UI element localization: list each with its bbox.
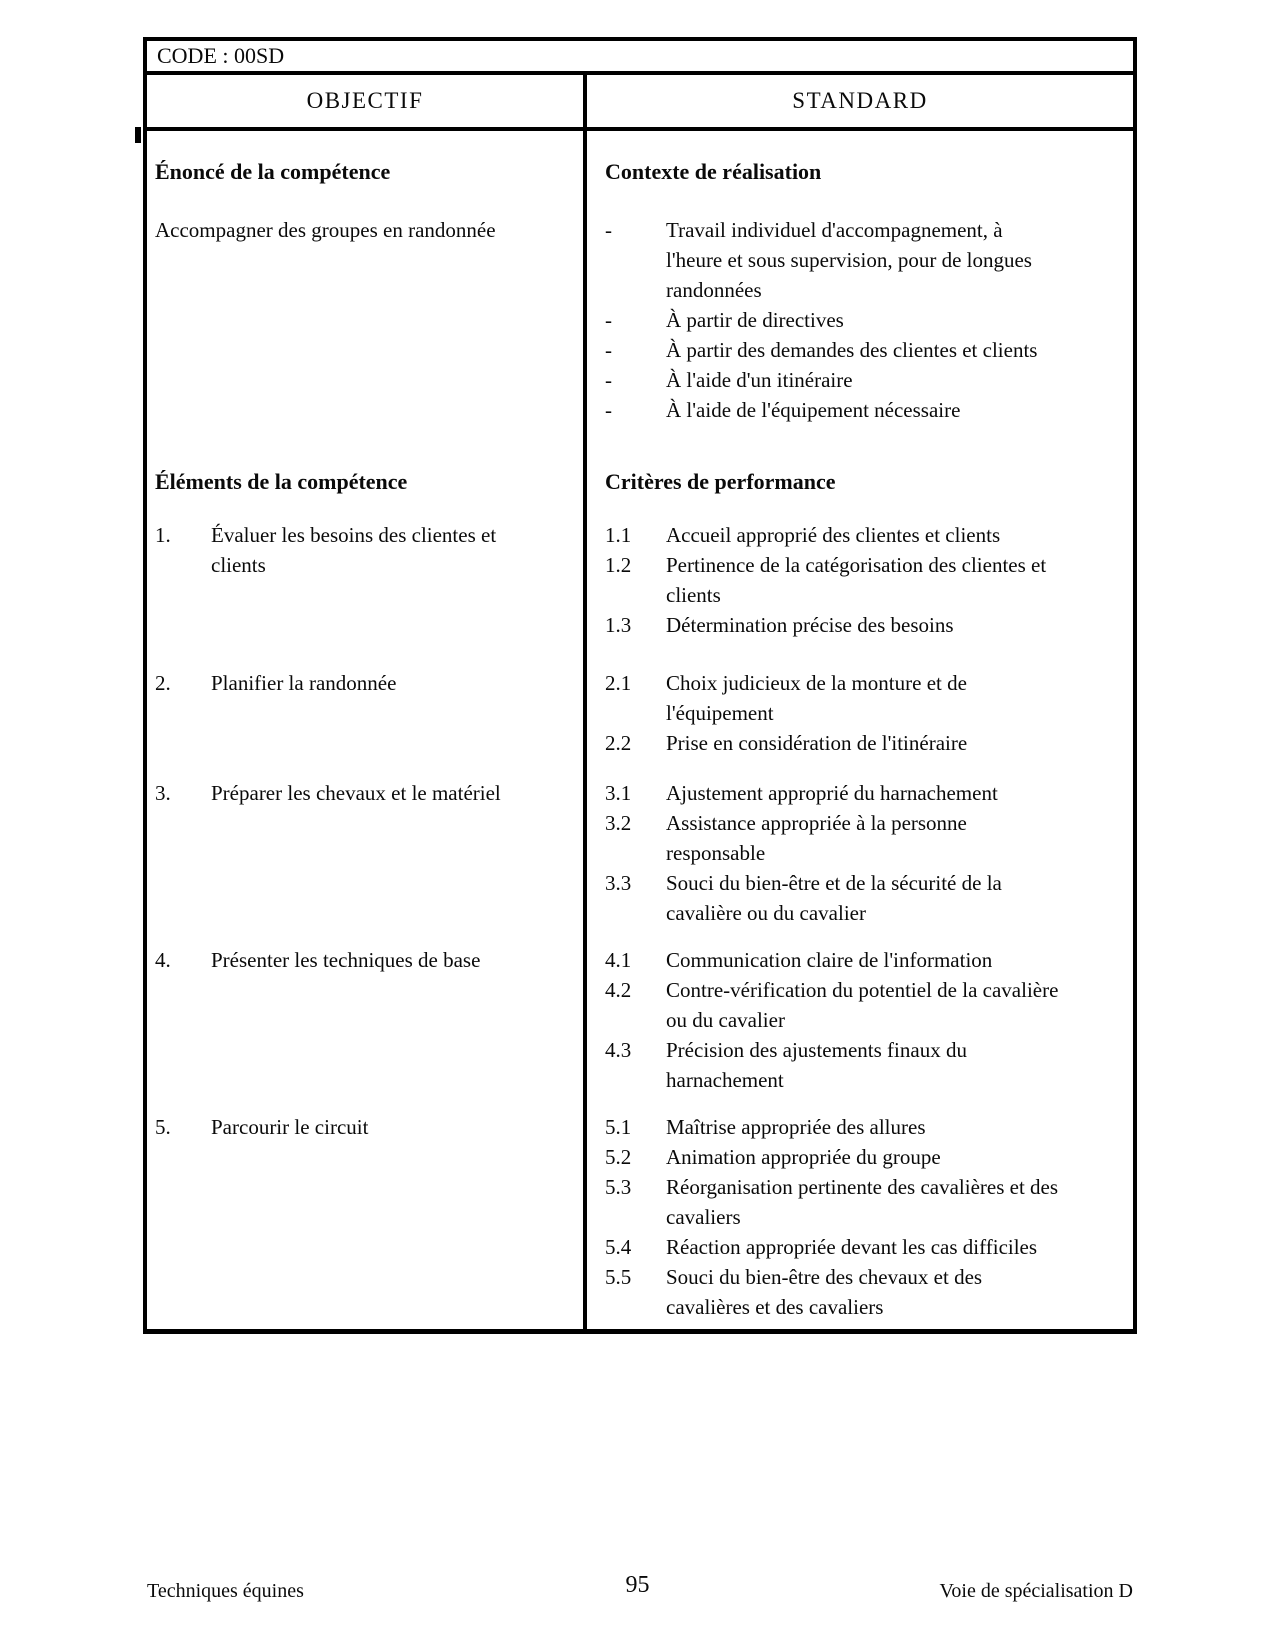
contexte-item [605, 395, 1037, 425]
element-number: 3. [155, 781, 171, 805]
dash-bullet: - [605, 218, 612, 242]
text-line: cavaliers [666, 1205, 741, 1229]
criterion-item [605, 778, 1002, 808]
text-line: Réaction appropriée devant les cas difficiles [666, 1235, 1038, 1259]
dash-bullet: - [605, 338, 612, 362]
text-line: Évaluer les besoins des clientes et [211, 523, 497, 547]
element-number: 2. [155, 671, 171, 695]
text-line: cavalières et des cavaliers [666, 1295, 884, 1319]
text-line: Détermination précise des besoins [666, 613, 954, 637]
element-item-3 [155, 778, 501, 808]
text-line: Choix judicieux de la monture et de [666, 671, 967, 695]
standard-column-header: STANDARD [792, 88, 928, 113]
element-item-5 [155, 1112, 368, 1142]
footer-specialization: Voie de spécialisation D [939, 1580, 1133, 1602]
text-line: Animation appropriée du groupe [666, 1145, 941, 1169]
scan-artifact [135, 127, 141, 143]
text-line: Réorganisation pertinente des cavalières et des [666, 1175, 1059, 1199]
element-item-2 [155, 668, 396, 698]
enonce-heading: Énoncé de la compétence [155, 159, 391, 184]
dash-bullet: - [605, 398, 612, 422]
criterion-item [605, 945, 1058, 975]
criterion-item [605, 1232, 1058, 1262]
text-line: l'heure et sous supervision, pour de longues [666, 248, 1032, 272]
criterion-item [605, 1172, 1058, 1232]
criterion-number: 5.3 [605, 1175, 632, 1199]
page-number: 95 [625, 1572, 650, 1598]
text-line: Assistance appropriée à la personne [666, 811, 967, 835]
criterion-number: 5.1 [605, 1115, 632, 1139]
criterion-item [605, 1262, 1058, 1322]
text-line: Communication claire de l'information [666, 948, 993, 972]
text-line: Parcourir le circuit [211, 1115, 369, 1139]
text-line: Maîtrise appropriée des allures [666, 1115, 926, 1139]
text-line: Accueil approprié des clientes et clients [666, 523, 1001, 547]
element-number: 1. [155, 523, 171, 547]
text-line: randonnées [666, 278, 762, 302]
text-line: l'équipement [666, 701, 774, 725]
criterion-number: 2.2 [605, 731, 632, 755]
criterion-item [605, 1035, 1058, 1095]
text-line: À partir de directives [666, 308, 844, 332]
text-line: À l'aide de l'équipement nécessaire [666, 398, 961, 422]
criteria-group-3 [605, 778, 1002, 928]
contexte-item [605, 215, 1037, 305]
criterion-number: 3.3 [605, 871, 632, 895]
contexte-heading: Contexte de réalisation [605, 159, 822, 184]
criterion-item [605, 728, 967, 758]
contexte-item [605, 305, 1037, 335]
criterion-item [605, 808, 1002, 868]
criterion-number: 1.3 [605, 613, 632, 637]
criterion-item [605, 520, 1046, 550]
criterion-item [605, 868, 1002, 928]
text-line: Ajustement approprié du harnachement [666, 781, 998, 805]
competency-table-body [143, 127, 1137, 1334]
criterion-number: 5.4 [605, 1235, 632, 1259]
criterion-number: 4.1 [605, 948, 632, 972]
criterion-number: 4.2 [605, 978, 632, 1002]
criterion-item [605, 668, 967, 728]
text-line: clients [211, 553, 266, 577]
criterion-number: 1.2 [605, 553, 632, 577]
criterion-number: 5.5 [605, 1265, 632, 1289]
text-line: Pertinence de la catégorisation des clientes et [666, 553, 1047, 577]
dash-bullet: - [605, 368, 612, 392]
element-number: 4. [155, 948, 171, 972]
criterion-number: 3.2 [605, 811, 632, 835]
text-line: À l'aide d'un itinéraire [666, 368, 853, 392]
text-line: harnachement [666, 1068, 784, 1092]
text-line: Précision des ajustements finaux du [666, 1038, 967, 1062]
column-divider [583, 131, 587, 1329]
code-box [143, 37, 1137, 75]
text-line: Présenter les techniques de base [211, 948, 481, 972]
criterion-item [605, 1112, 1058, 1142]
contexte-item [605, 335, 1037, 365]
element-number: 5. [155, 1115, 171, 1139]
text-line: clients [666, 583, 721, 607]
contexte-list [605, 215, 1037, 425]
text-line: Souci du bien-être et de la sécurité de la [666, 871, 1002, 895]
elements-heading: Éléments de la compétence [155, 469, 408, 494]
criteria-group-4 [605, 945, 1058, 1095]
element-item-4 [155, 945, 480, 975]
criteria-group-2 [605, 668, 967, 758]
criteria-group-5 [605, 1112, 1058, 1322]
criteria-group-1 [605, 520, 1046, 640]
dash-bullet: - [605, 308, 612, 332]
text-line: Travail individuel d'accompagnement, à [666, 218, 1003, 242]
text-line: Préparer les chevaux et le matériel [211, 781, 501, 805]
text-line: cavalière ou du cavalier [666, 901, 866, 925]
text-line: Souci du bien-être des chevaux et des [666, 1265, 983, 1289]
contexte-item [605, 365, 1037, 395]
text-line: ou du cavalier [666, 1008, 785, 1032]
criterion-item [605, 975, 1058, 1035]
criterion-number: 4.3 [605, 1038, 632, 1062]
criterion-item [605, 1142, 1058, 1172]
criteres-heading: Critères de performance [605, 469, 836, 494]
text-line: Contre-vérification du potentiel de la cavalière [666, 978, 1059, 1002]
criterion-item [605, 610, 1046, 640]
enonce-statement: Accompagner des groupes en randonnée [155, 218, 496, 242]
text-line: responsable [666, 841, 766, 865]
text-line: Prise en considération de l'itinéraire [666, 731, 968, 755]
code-label: CODE : 00SD [157, 43, 285, 68]
criterion-number: 5.2 [605, 1145, 632, 1169]
column-header-row [143, 71, 1137, 131]
text-line: À partir des demandes des clientes et clients [666, 338, 1038, 362]
criterion-item [605, 550, 1046, 610]
footer-document-title: Techniques équines [147, 1580, 304, 1602]
criterion-number: 1.1 [605, 523, 632, 547]
criterion-number: 3.1 [605, 781, 632, 805]
criterion-number: 2.1 [605, 671, 632, 695]
objectif-column-header: OBJECTIF [147, 75, 587, 127]
element-item-1 [155, 520, 496, 580]
text-line: Planifier la randonnée [211, 671, 397, 695]
